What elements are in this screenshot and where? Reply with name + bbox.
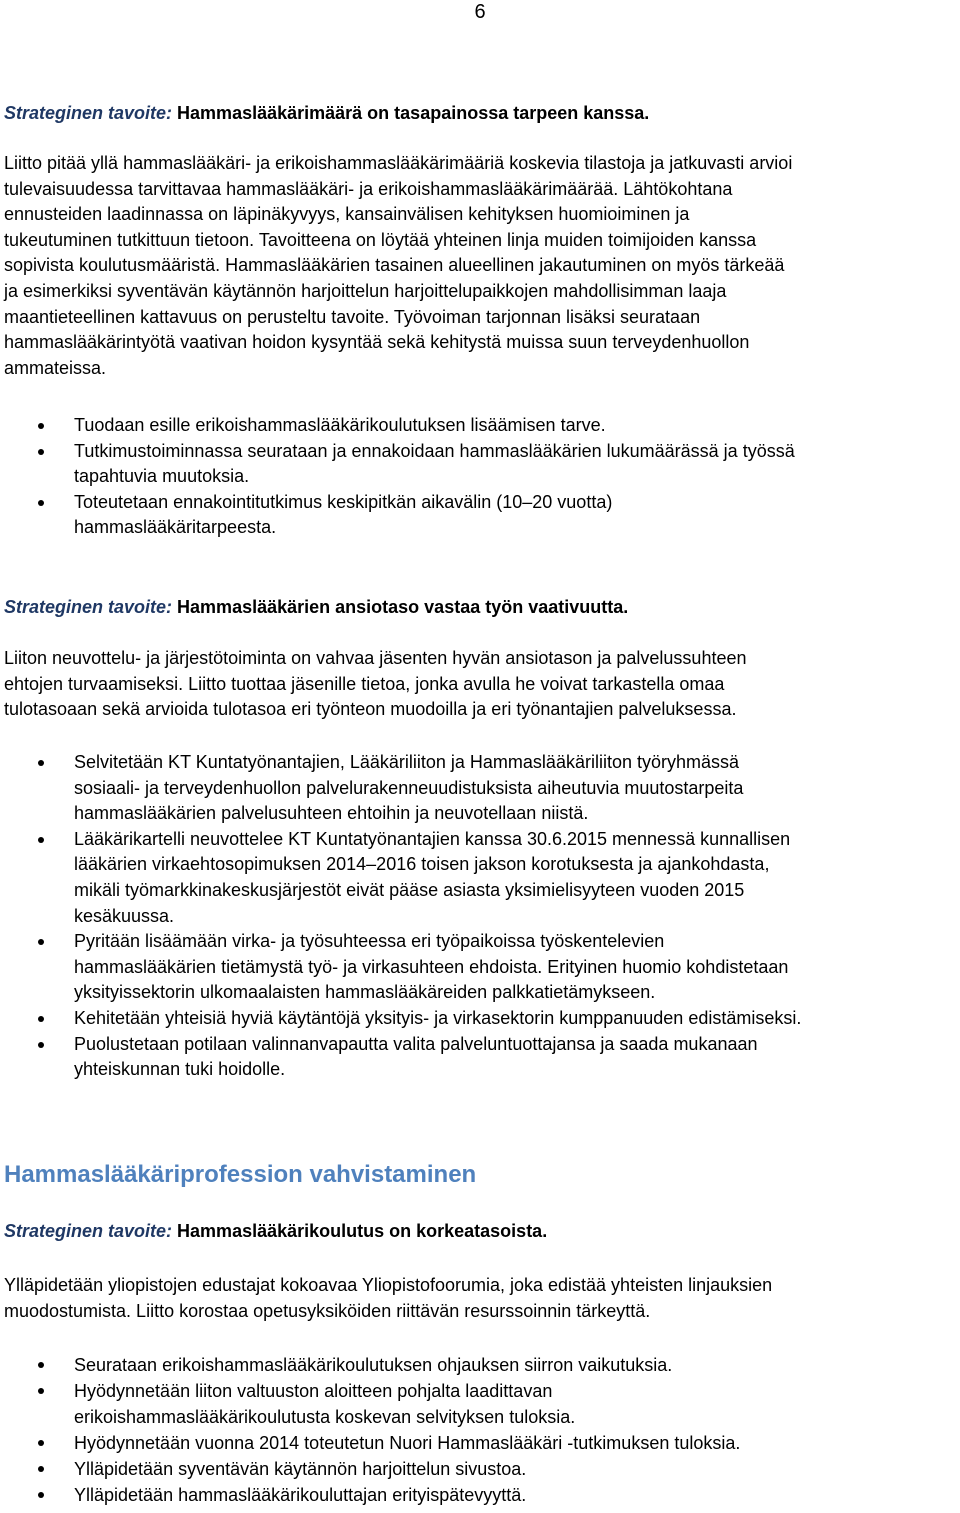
paragraph-line: maantieteellinen kattavuus on perusteltu tavoite. Työvoiman tarjonnan lisäksi seurataan	[4, 306, 701, 327]
list-item: Pyritään lisäämään virka- ja työsuhteessa eri työpaikoissa työskentelevien hammaslääkärien tietämystä työ- ja virkasuhteen ehdoista. Erityinen huomio kohdistetaan yksityissektorin ulkomaalaisten hammaslääkäreiden palkkatietämykseen.	[4, 929, 960, 1006]
section3-goal	[4, 1218, 960, 1244]
paragraph-line: ja esimerkiksi syventävän käytännön harjoittelun harjoittelupaikkojen mahdollisimman laaja	[4, 280, 727, 301]
list-item: Hyödynnetään vuonna 2014 toteutetun Nuori Hammaslääkäri -tutkimuksen tuloksia.	[4, 1430, 960, 1456]
list-item: Selvitetään KT Kuntatyönantajien, Lääkäriliiton ja Hammaslääkäriliiton työryhmässä sosiaali- ja terveydenhuollon palvelurakenneuudistuksista aiheutuvia muutostarpeita hammaslääkärien palvelusuhteen ehtoihin ja neuvotellaan niistä.	[4, 750, 960, 827]
list-item: Ylläpidetään hammaslääkärikouluttajan erityispätevyyttä.	[4, 1482, 960, 1508]
list-item: Seurataan erikoishammaslääkärikoulutuksen ohjauksen siirron vaikutuksia.	[4, 1352, 960, 1378]
list-item: Hyödynnetään liiton valtuuston aloitteen pohjalta laadittavan erikoishammaslääkärikoulutusta koskevan selvityksen tuloksia.	[4, 1378, 960, 1430]
paragraph-line: Ylläpidetään yliopistojen edustajat kokoavaa Yliopistofoorumia, joka edistää yhteisten linjauksien	[4, 1275, 773, 1295]
paragraph-line: ennusteiden laadinnassa on läpinäkyvyys, kansainvälisen kehityksen huomioiminen ja	[4, 204, 690, 225]
list-item: Tuodaan esille erikoishammaslääkärikoulutuksen lisäämisen tarve.	[4, 413, 960, 439]
paragraph-line: hammaslääkärintyötä vaativan hoidon kysyntää sekä kehitystä muissa suun terveydenhuollon	[4, 332, 750, 353]
section-heading: Hammaslääkäriprofession vahvistaminen	[4, 1161, 477, 1188]
section1-bullets	[4, 413, 960, 541]
paragraph-line: Liiton neuvottelu- ja järjestötoiminta on vahvaa jäsenten hyvän ansiotason ja palvelussuhteen	[4, 648, 747, 668]
section1-goal	[4, 100, 960, 126]
goal-label: Strateginen tavoite:	[4, 597, 173, 617]
paragraph-line: ehtojen turvaamiseksi. Liitto tuottaa jäsenille tietoa, jonka avulla he voivat tarkastella omaa	[4, 673, 725, 694]
paragraph-line: tukeutuminen tutkittuun tietoon. Tavoitteena on löytää yhteinen linja muiden toimijoiden kanssa	[4, 229, 757, 250]
section2-goal	[4, 594, 960, 620]
section3-paragraph	[4, 1273, 960, 1324]
list-item: Lääkärikartelli neuvottelee KT Kuntatyönantajien kanssa 30.6.2015 mennessä kunnallisen lääkärien virkaehtosopimuksen 2014–2016 toisen jakson korotuksesta ja ajankohdasta, mikäli työmarkkinakeskusjärjestöt eivät pääse asiasta yksimielisyyteen vuoden 2015 kesäkuussa.	[4, 827, 960, 929]
list-item: Puolustetaan potilaan valinnanvapautta valita palveluntuottajansa ja saada mukanaan yhteiskunnan tuki hoidolle.	[4, 1032, 960, 1083]
goal-label: Strateginen tavoite:	[4, 103, 173, 123]
goal-text: Hammaslääkärikoulutus on korkeatasoista.	[177, 1221, 548, 1241]
paragraph-line: tulevaisuudessa tarvittavaa hammaslääkäri- ja erikoishammaslääkärimäärää. Lähtökohtana	[4, 178, 733, 199]
section2-paragraph	[4, 646, 960, 723]
paragraph-line: ammateissa.	[4, 357, 107, 378]
goal-text: Hammaslääkärimäärä on tasapainossa tarpeen kanssa.	[177, 103, 650, 123]
page-number: 6	[474, 1, 486, 23]
paragraph-line: Liitto pitää yllä hammaslääkäri- ja erikoishammaslääkärimääriä koskevia tilastoja ja jatkuvasti arvioi	[4, 153, 793, 173]
section2-bullets	[4, 750, 960, 1083]
list-item: Ylläpidetään syventävän käytännön harjoittelun sivustoa.	[4, 1456, 960, 1482]
goal-label: Strateginen tavoite:	[4, 1221, 173, 1241]
paragraph-line: muodostumista. Liitto korostaa opetusyksiköiden riittävän resurssoinnin tärkeyttä.	[4, 1300, 651, 1321]
list-item: Tutkimustoiminnassa seurataan ja ennakoidaan hammaslääkärien lukumäärässä ja työssä tapahtuvia muutoksia.	[4, 439, 960, 490]
paragraph-line: sopivista koulutusmääristä. Hammaslääkärien tasainen alueellinen jakautuminen on myös tärkeää	[4, 255, 785, 276]
paragraph-line: tulotasoaan sekä arvioida tulotasoa eri työnteon muodoilla ja eri työnantajien palveluksessa.	[4, 699, 737, 720]
section3-bullets	[4, 1352, 960, 1508]
goal-text: Hammaslääkärien ansiotaso vastaa työn vaativuutta.	[177, 597, 629, 617]
section1-paragraph	[4, 151, 960, 381]
list-item: Kehitetään yhteisiä hyviä käytäntöjä yksityis- ja virkasektorin kumppanuuden edistämiseksi.	[4, 1006, 960, 1032]
section3-heading-block	[4, 1160, 960, 1190]
list-item: Toteutetaan ennakointitutkimus keskipitkän aikavälin (10–20 vuotta) hammaslääkäritarpeesta.	[4, 490, 960, 541]
